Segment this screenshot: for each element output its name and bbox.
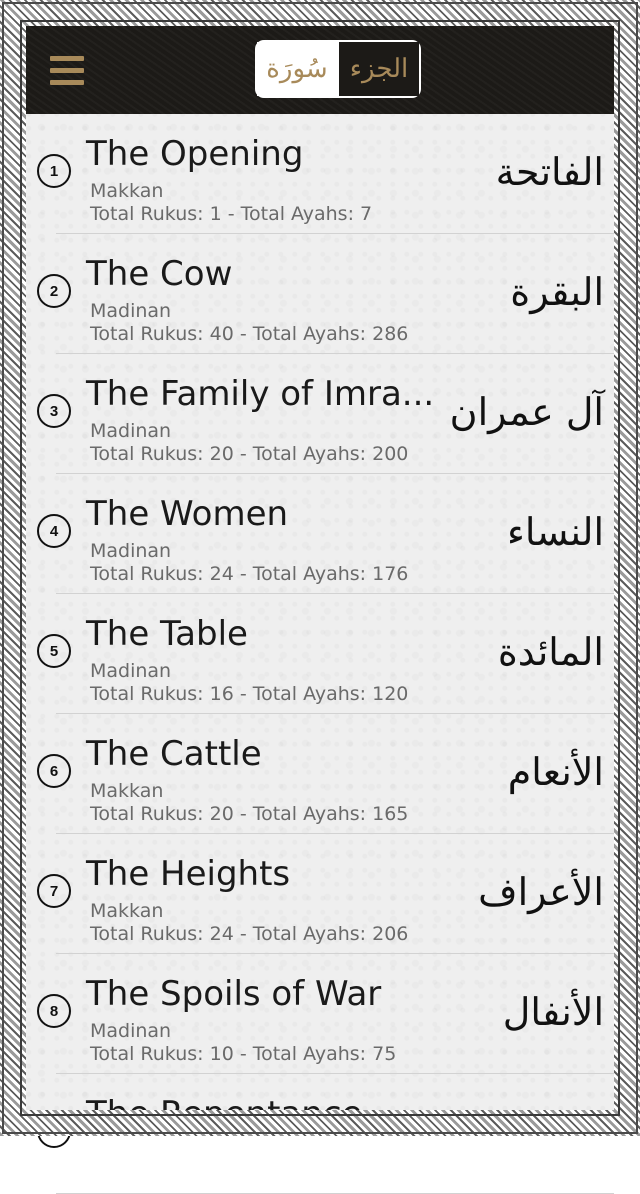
surah-revelation-type: Madinan [90,420,172,442]
tab-juz[interactable]: الجزء [337,42,419,96]
surah-number-badge: 3 [37,394,71,428]
surah-number-badge: 5 [37,634,71,668]
surah-revelation-type: Madinan [90,300,172,322]
view-segmented-control [255,40,421,98]
surah-row[interactable] [26,234,614,354]
surah-english-title: The Heights [86,854,291,894]
surah-row[interactable] [26,594,614,714]
surah-revelation-type: Madinan [90,1020,172,1042]
surah-stats: Total Rukus: 10 - Total Ayahs: 75 [90,1043,397,1065]
surah-english-title: The Women [86,494,289,534]
surah-english-title: The Family of Imra... [86,374,435,414]
app-content [26,26,614,1140]
surah-arabic-name: النساء [507,510,604,554]
surah-number-badge: 4 [37,514,71,548]
surah-english-title: The Opening [86,134,304,174]
surah-row[interactable] [26,954,614,1074]
surah-stats: Total Rukus: 40 - Total Ayahs: 286 [90,323,409,345]
surah-stats: Total Rukus: 20 - Total Ayahs: 165 [90,803,409,825]
surah-english-title: The Cow [86,254,233,294]
surah-stats: Total Rukus: 24 - Total Ayahs: 176 [90,563,409,585]
surah-row[interactable] [26,1074,614,1194]
surah-stats: Total Rukus: 24 - Total Ayahs: 206 [90,923,409,945]
surah-number-badge: 6 [37,754,71,788]
surah-revelation-type: Madinan [90,540,172,562]
surah-arabic-name: الأنفال [502,990,604,1034]
surah-row[interactable] [26,714,614,834]
surah-number-badge: 2 [37,274,71,308]
surah-row[interactable] [26,474,614,594]
surah-list [26,114,614,1194]
surah-revelation-type: Madinan [90,660,172,682]
surah-number-badge: 9 [37,1114,71,1148]
surah-english-title: The Table [86,614,248,654]
surah-row[interactable] [26,354,614,474]
surah-arabic-name: الأعراف [478,870,604,914]
surah-arabic-name: الأنعام [507,750,604,794]
surah-stats: Total Rukus: 16 - Total Ayahs: 120 [90,683,409,705]
surah-stats: Total Rukus: 1 - Total Ayahs: 7 [90,203,373,225]
surah-arabic-name: البقرة [510,270,604,314]
menu-icon[interactable] [50,56,84,86]
surah-row[interactable] [26,114,614,234]
top-bar [26,26,614,114]
surah-number-badge: 8 [37,994,71,1028]
surah-arabic-name: المائدة [497,630,604,674]
surah-row[interactable] [26,834,614,954]
surah-arabic-name: الفاتحة [495,150,604,194]
surah-arabic-name: آل عمران [449,390,604,434]
surah-english-title: The Repentance [86,1094,363,1134]
surah-number-badge: 7 [37,874,71,908]
surah-revelation-type: Makkan [90,180,164,202]
surah-english-title: The Spoils of War [86,974,382,1014]
surah-english-title: The Cattle [86,734,262,774]
surah-revelation-type: Makkan [90,900,164,922]
surah-stats: Total Rukus: 20 - Total Ayahs: 200 [90,443,409,465]
surah-number-badge: 1 [37,154,71,188]
tab-surah[interactable]: سُورَة [257,42,337,96]
surah-revelation-type: Makkan [90,780,164,802]
